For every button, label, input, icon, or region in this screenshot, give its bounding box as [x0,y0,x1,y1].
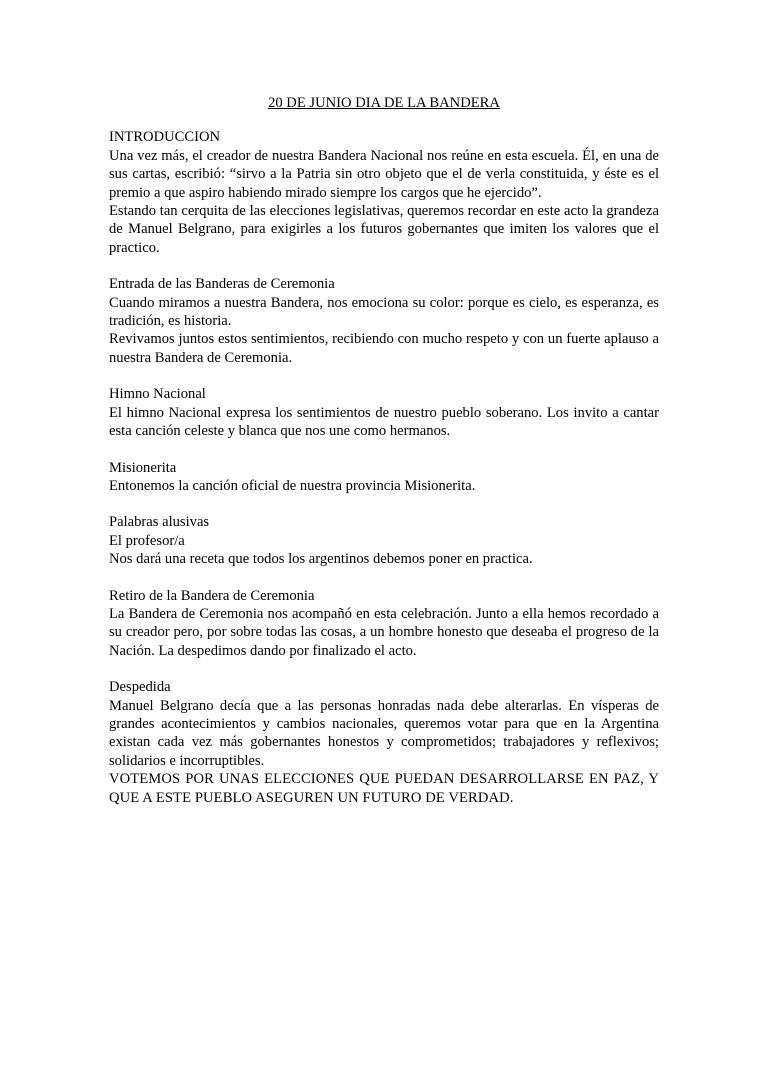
document-page [109,94,659,825]
section-entrada [109,275,659,367]
paragraph: Estando tan cerquita de las elecciones legislativas, queremos recordar en este acto la grandeza de Manuel Belgrano, para exigirles a los futuros gobernantes que imiten los valores que el practico. [109,203,659,256]
section-heading: Misionerita [109,459,177,476]
paragraph: El himno Nacional expresa los sentimientos de nuestro pueblo soberano. Los invito a cantar esta canción celeste y blanca que nos une como hermanos. [109,404,659,440]
section-retiro [109,587,659,661]
paragraph: Una vez más, el creador de nuestra Bandera Nacional nos reúne en esta escuela. Él, en una de sus cartas, escribió: “sirvo a la Patria sin otro objeto que el de verla constituida, y éste es el premio a que aspiro habiendo mirado siempre los cargos que he ejercido”. [109,147,659,201]
section-heading: Retiro de la Bandera de Ceremonia [109,587,315,604]
section-introduccion [109,128,659,257]
closing-statement: VOTEMOS POR UNAS ELECCIONES QUE PUEDAN DESARROLLARSE EN PAZ, Y QUE A ESTE PUEBLO ASEGUREN UN FUTURO DE VERDAD. [109,771,659,806]
paragraph: Nos dará una receta que todos los argentinos debemos poner en practica. [109,551,533,568]
paragraph: Revivamos juntos estos sentimientos, recibiendo con mucho respeto y con un fuerte aplauso a nuestra Bandera de Ceremonia. [109,331,659,366]
section-heading: Himno Nacional [109,386,206,403]
section-despedida [109,678,659,807]
section-himno [109,385,659,440]
speaker-line: El profesor/a [109,532,185,549]
section-heading: Despedida [109,679,171,696]
section-heading: Palabras alusivas [109,514,210,531]
section-heading: INTRODUCCION [109,129,221,146]
section-heading: Entrada de las Banderas de Ceremonia [109,276,335,293]
paragraph: Entonemos la canción oficial de nuestra provincia Misionerita. [109,477,476,494]
section-palabras [109,513,659,568]
section-misionerita [109,459,659,496]
paragraph: Cuando miramos a nuestra Bandera, nos emociona su color: porque es cielo, es esperanza, es tradición, es historia. [109,294,659,330]
paragraph: La Bandera de Ceremonia nos acompañó en esta celebración. Junto a ella hemos recordado a su creador pero, por sobre todas las cosas, a un hombre honesto que deseaba el progreso de la Nación. La despedimos dando por finalizado el acto. [109,605,659,659]
paragraph: Manuel Belgrano decía que a las personas honradas nada debe alterarlas. En vísperas de grandes acontecimientos y cambios nacionales, queremos votar para que en la Argentina existan cada vez más gobernantes honestos y comprometidos; trabajadores y reflexivos; solidarios e incorruptibles. [109,697,659,769]
document-title: 20 DE JUNIO DIA DE LA BANDERA [268,95,500,111]
